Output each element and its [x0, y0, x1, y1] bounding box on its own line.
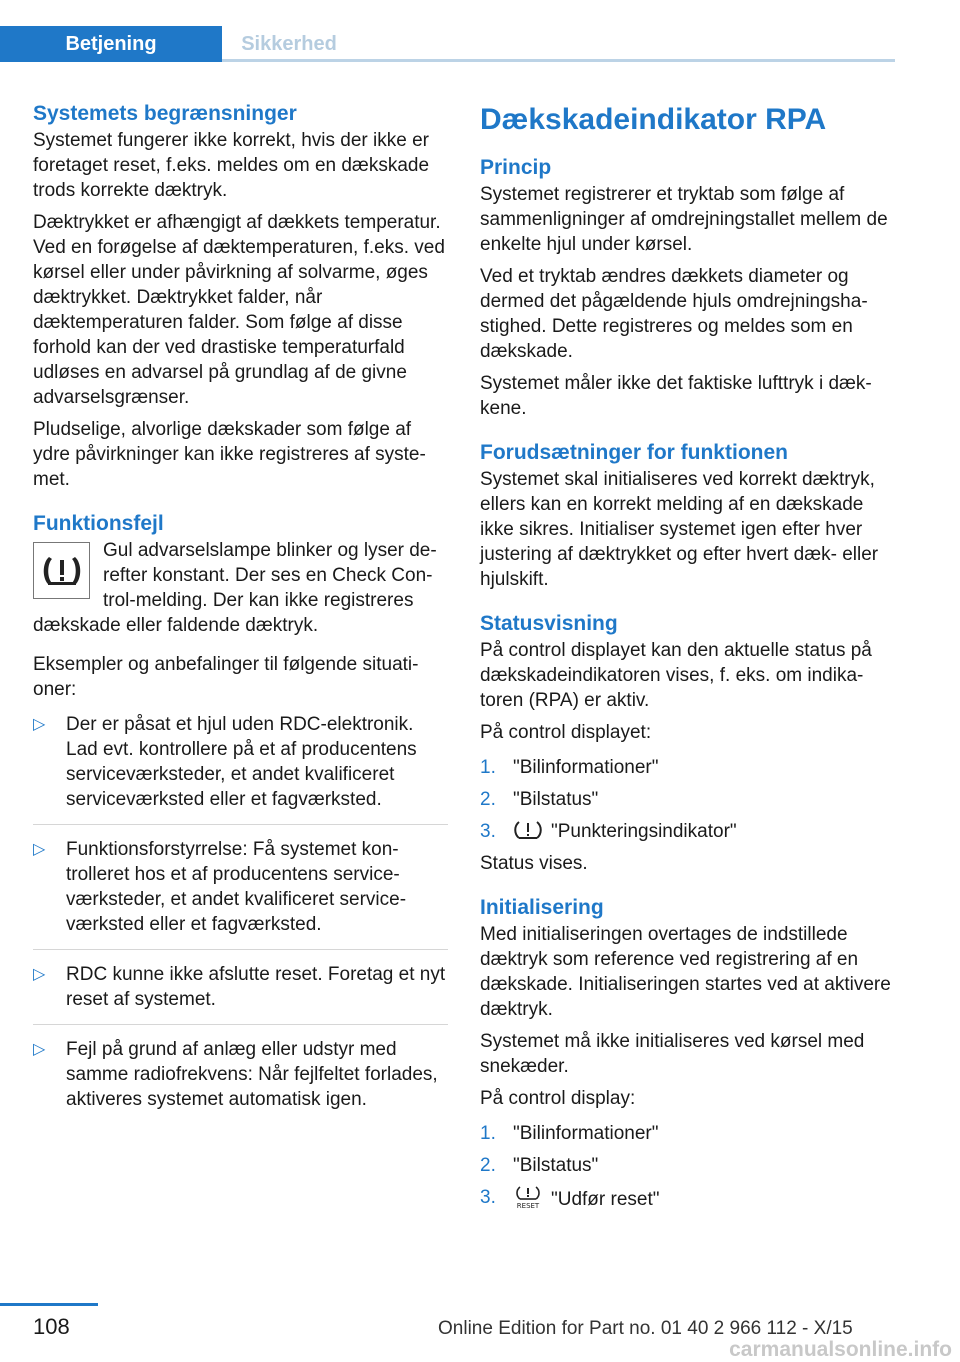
tire-pressure-warning-icon [33, 542, 90, 599]
list-item: ▷ Funktionsforstyrrelse: Få systemet kontrolleret hos et af producentens serviceværksteder, et andet kvalificeret serviceværksted eller et fagværksted. [33, 837, 448, 950]
paragraph: Status vises. [480, 853, 588, 874]
list-item: ▷ RDC kunne ikke afslutte reset. Foretag et nyt reset af systemet. [33, 962, 448, 1025]
tab-divider-line [222, 59, 895, 62]
paragraph: Eksempler og anbefalinger til følgende situationer: [33, 654, 419, 700]
heading-initialisation: Initialisering [480, 896, 604, 919]
paragraph: Dæktrykket er afhængigt af dækkets temperatur. Ved en forøgelse af dæktemperaturen, f.eks. ved kørsel eller under påvirkning af solvarme, øges dæktrykket. Dæktrykket falder, når dæktemperaturen falder. Som følge af disse forhold kan der ved drastiske temperaturfald udløses en advarsel på grundlag af de givne advarselsgrænser. [33, 212, 445, 408]
footer-edition: Online Edition for Part no. 01 40 2 966 112 - X/15 [438, 1318, 853, 1339]
paragraph: Systemet registrerer et tryktab som følge af sammenligninger af omdrejningstallet mellem de enkelte hjul under kørsel. [480, 184, 888, 255]
warning-block [33, 538, 448, 638]
watermark: carmanualsonline.info [729, 1338, 952, 1361]
list-item: 3. "Punkteringsindikator" [480, 821, 737, 842]
list-item: 3. RESET "Udfør reset" [480, 1187, 660, 1210]
triangle-bullet-icon: ▷ [33, 716, 46, 733]
svg-text:RESET: RESET [516, 1202, 540, 1209]
left-column [33, 100, 448, 1136]
list-item: ▷ Der er påsat et hjul uden RDC-elektronik. Lad evt. kontrollere på et af producentens serviceværksteder, et andet kvalificeret serviceværksted eller et fagværksted. [33, 712, 448, 825]
paragraph: På control displayet kan den aktuelle status på dækskadeindikatoren vises, f. eks. om indikatoren (RPA) er aktiv. [480, 640, 872, 711]
status-steps-list [480, 755, 900, 844]
list-item: ▷ Fejl på grund af anlæg eller udstyr med samme radiofrekvens: Når fejlfeltet forlades, aktiveres systemet automatisk igen. [33, 1039, 438, 1110]
list-item: 2. "Bilstatus" [480, 789, 599, 810]
tab-betjening[interactable]: Betjening [0, 26, 222, 62]
heading-requirements: Forudsætninger for funktionen [480, 441, 788, 464]
paragraph: Ved et tryktab ændres dækkets diameter og dermed det pågældende hjuls omdrejningshastighed. Dette registreres og meldes som en dækskade. [480, 266, 868, 362]
paragraph: På control displayet: [480, 722, 652, 743]
tab-sikkerhed[interactable]: Sikkerhed [241, 33, 337, 55]
paragraph: Systemet må ikke initialiseres ved kørsel med snekæder. [480, 1031, 865, 1077]
list-item: 1. "Bilinformationer" [480, 1123, 659, 1144]
paragraph: På control display: [480, 1088, 636, 1109]
situations-list [33, 712, 448, 1124]
paragraph: Med initialiseringen overtages de indstillede dæktryk som reference ved registrering af en dækskade. Initialiseringen startes ved at aktivere dæktryk. [480, 924, 891, 1020]
paragraph: Systemet måler ikke det faktiske lufttryk i dækkene. [480, 373, 872, 419]
right-column [480, 100, 900, 1219]
heading-principle: Princip [480, 156, 552, 179]
flat-tire-icon [513, 819, 543, 841]
warning-text: Gul advarselslampe blinker og lyser derefter konstant. Der ses en Check Control-melding. Der kan ikke registreres dækskade eller faldende dæktryk. [33, 540, 437, 636]
heading-status-display: Statusvisning [480, 612, 618, 635]
init-steps-list [480, 1121, 900, 1212]
heading-malfunction: Funktionsfejl [33, 512, 164, 535]
heading-system-limits: Systemets begrænsninger [33, 102, 297, 125]
tire-reset-icon [513, 1185, 543, 1207]
page-number: 108 [33, 1314, 70, 1339]
page-number-bar [0, 1303, 98, 1306]
paragraph: Systemet skal initialiseres ved korrekt dæktryk, ellers kan en korrekt melding af en dækskade ikke sikres. Initialiser systemet igen efter hver justering af dæktrykket og efter hvert dæk- eller hjulskift. [480, 469, 879, 590]
triangle-bullet-icon: ▷ [33, 841, 46, 858]
paragraph: Systemet fungerer ikke korrekt, hvis der ikke er foretaget reset, f.eks. meldes om en dækskade trods korrekte dæktryk. [33, 130, 430, 201]
chapter-tab-bar [0, 0, 895, 62]
list-item: 1. "Bilinformationer" [480, 757, 659, 778]
paragraph: Pludselige, alvorlige dækskader som følge af ydre påvirkninger kan ikke registreres af systemet. [33, 419, 426, 490]
triangle-bullet-icon: ▷ [33, 1041, 46, 1058]
triangle-bullet-icon: ▷ [33, 966, 46, 983]
page-title: Dækskadeindikator RPA [480, 103, 827, 136]
list-item: 2. "Bilstatus" [480, 1155, 599, 1176]
